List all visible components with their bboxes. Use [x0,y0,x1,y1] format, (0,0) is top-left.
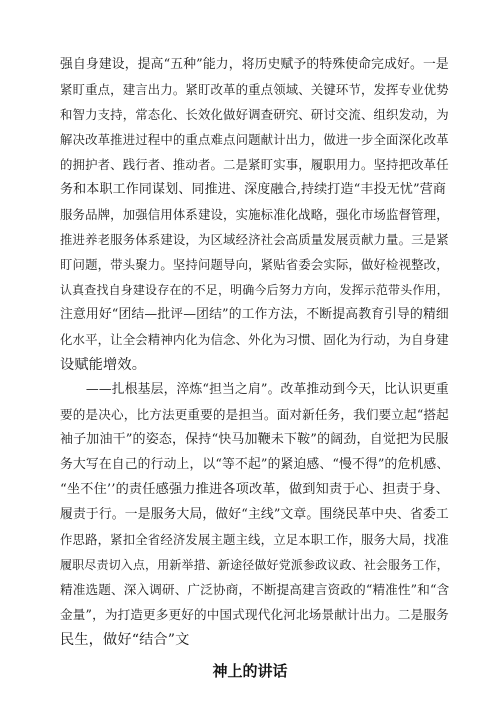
text-line: 认真查找自身建设存在的不足，明确今后努力方向，发挥示范带头作用， [60,283,449,297]
text-line: 金量”，为打造更多更好的中国式现代化河北场景献计出力。二是服务 [60,607,449,622]
text-line: 服务品牌，加强信用体系建设，实施标准化战略，强化市场监督管理， [60,207,449,222]
text-line: 注意用好“团结—批评—团结”的工作方法，不断提高教育引导的精细 [60,307,449,322]
text-line: 精准选题、深入调研、广泛协商，不断提高建言资政的“精准性”和“含 [60,582,450,597]
text-line: 民生，做好“结合”文 [60,632,190,648]
text-line: 设赋能增效。 [60,357,147,373]
text-line: “坐不住’’的责任感强力推进各项改革，做到知责于心、担责于身、 [60,482,450,497]
text-line: 袖子加油干”的姿态，保持“快马加鞭未下鞍”的阔劲，自觉把为民服 [60,432,449,447]
text-line: 要的是决心，比方法更重要的是担当。面对新任务，我们要立起“搭起 [60,407,449,422]
text-line: 盯问题，带头聚力。坚持问题导向，紧贴省委会实际，做好检视整改， [60,257,449,272]
text-line: 履责于行。一是服务大局，做好“主线”文章。围绕民革中央、省委工 [60,507,449,522]
text-line: 化水平，让全会精神内化为信念、外化为习惯、固化为行动，为自身建 [60,332,449,347]
text-line: 强自身建设，提高“五种”能力，将历史赋予的特殊使命完成好。一是 [60,57,449,72]
text-line: ——扎根基层，淬炼“担当之肩”。改革推动到今天，比认识更重 [60,382,449,397]
text-line: 的拥护者、践行者、推动者。二是紧盯实事，履职用力。坚持把改革任 [60,157,449,172]
text-line: 履职尽责切入点，用新举措、新途径做好党派参政议政、社会服务工作， [60,558,449,572]
text-line: 解决改革推进过程中的重点难点问题献计出力，做进一步全面深化改革 [60,132,449,147]
text-line: 推进养老服务体系建设，为区域经济社会高质量发展贡献力量。三是紧 [60,232,449,247]
text-line: 和智力支持，常态化、长效化做好调查研究、研讨交流、组织发动，为 [60,107,449,122]
text-line: 作思路，紧扣全省经济发展主题主线，立足本职工作，服务大局，找准 [60,532,449,547]
section-heading: 神上的讲话 [212,662,288,680]
text-line: 务大写在自己的行动上，以“等不起”的紧迫感、“慢不得”的危机感、 [60,457,450,472]
text-line: 务和本职工作同谋划、同推进、深度融合,持续打造“丰投无忧”营商 [60,182,447,197]
text-line: 紧盯重点，建言出力。紧盯改革的重点领域、关键环节，发挥专业优势 [60,82,449,97]
